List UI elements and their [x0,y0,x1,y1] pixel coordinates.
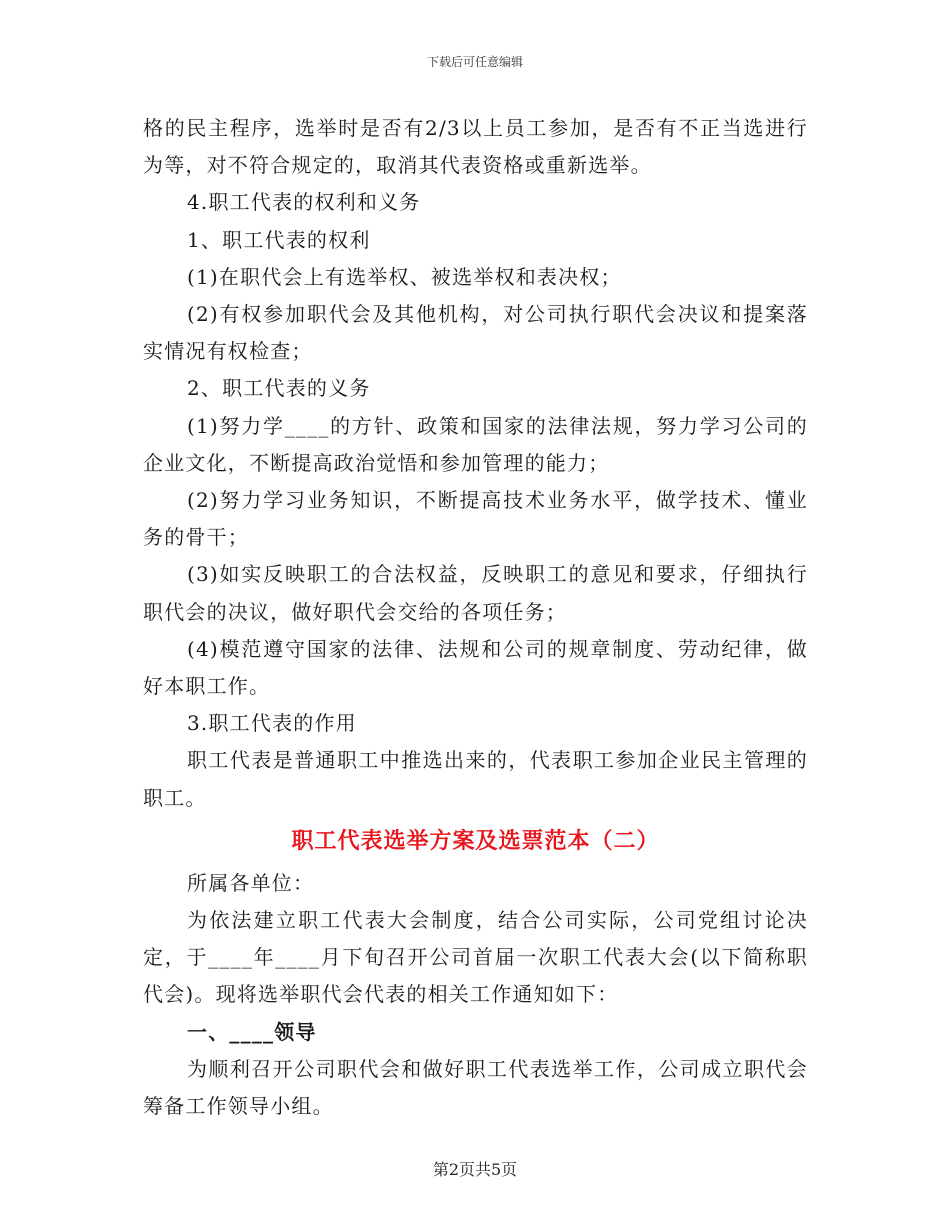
paragraph: (4)模范遵守国家的法律、法规和公司的规章制度、劳动纪律，做好本职工作。 [143,636,808,699]
paragraph: (3)如实反映职工的合法权益，反映职工的意见和要求，仔细执行职代会的决议，做好职代会交给的各项任务； [143,562,808,624]
paragraph: (1)在职代会上有选举权、被选举权和表决权； [187,264,622,289]
page-footer: 第2页共5页 [432,1160,518,1179]
section-heading: 一、____领导 [187,1019,317,1044]
paragraph: (2)有权参加职代会及其他机构，对公司执行职代会决议和提案落实情况有权检查； [143,302,808,364]
paragraph: (2)努力学习业务知识，不断提高技术业务水平，做学技术、懂业务的骨干； [143,488,808,550]
section-title: 职工代表选举方案及选票范本（二） [291,827,660,854]
paragraph: 为顺利召开公司职代会和做好职工代表选举工作，公司成立职代会筹备工作领导小组。 [143,1056,808,1119]
paragraph: 为依法建立职工代表大会制度，结合公司实际，公司党组讨论决定，于____年____月下旬召开公司首届一次职工代表大会(以下简称职代会)。现将选举职代会代表的相关工作通知如下： [143,908,808,1007]
paragraph: (1)努力学____的方针、政策和国家的法律法规，努力学习公司的企业文化，不断提高政治觉悟和参加管理的能力； [143,413,808,475]
paragraph: 3.职工代表的作用 [187,711,357,736]
page-header: 下载后可任意编辑 [426,55,523,69]
document-body [143,110,808,1125]
paragraph: 2、职工代表的义务 [187,376,371,401]
paragraph: 所属各单位： [187,870,315,895]
paragraph: 4.职工代表的权利和义务 [187,190,421,215]
paragraph: 职工代表是普通职工中推选出来的，代表职工参加企业民主管理的职工。 [143,748,808,810]
paragraph: 格的民主程序，选举时是否有2/3以上员工参加，是否有不正当选进行为等，对不符合规定的，取消其代表资格或重新选举。 [143,116,808,178]
paragraph: 1、职工代表的权利 [187,227,371,252]
